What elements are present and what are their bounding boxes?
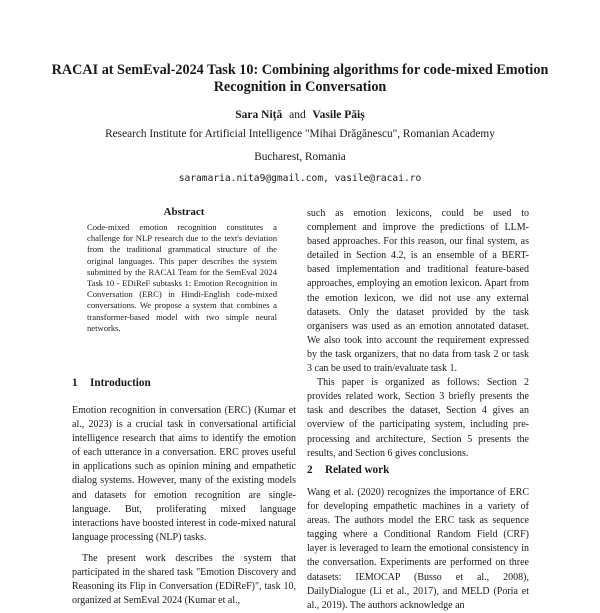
section-number: 2 <box>307 464 313 476</box>
author-emails: saramaria.nita9@gmail.com, vasile@racai.ro <box>178 173 422 184</box>
right-column-body <box>307 207 529 461</box>
paper-title: RACAI at SemEval-2024 Task 10: Combining algorithms for code-mixed Emotion Recognition in Conversation <box>51 62 549 95</box>
author-separator: and <box>289 109 306 121</box>
paragraph: such as emotion lexicons, could be used to complement and improve the predictions of LLM-based approaches. For this reason, our final system, as detailed in Section 4.2, is an ensemble of a BERT-based implementation and traditional feature-based approaches, employing an emotion lexicon. Apart from the emotion lexicon, we did not use any external datasets. Only the dataset provided by the task organisers was used as an emotion annotated dataset. We also took into account the requirement expressed by the task organizers, that no data from task 2 or task 3 can be used to train/evaluate task 1. <box>307 208 529 375</box>
section-title: Related work <box>325 464 390 476</box>
paragraph: Emotion recognition in conversation (ERC) (Kumar et al., 2023) is a crucial task in conversational artificial intelligence research that aims to identify the emotion of each utterance in a conversation. ERC proves useful in applications such as opinion mining and empathetic dialog systems. However, many of the existing models and datasets for emotion recognition are single-language. But, proliferating mixed language interactions have boosted interest in code-mixed natural language processing (NLP) tasks. <box>72 405 296 543</box>
left-column-body <box>72 404 296 608</box>
location: Bucharest, Romania <box>254 151 346 163</box>
author-name: Vasile Păiș <box>312 109 365 121</box>
section-heading-introduction <box>72 377 151 389</box>
abstract-text: Code-mixed emotion recognition constitutes a challenge for NLP research due to the text's deviation from the traditional grammatical structure of the original languages. This paper describes the system submitted by the RACAI Team for the SemEval 2024 Task 10 - EDiReF subtasks 1: Emotion Recognition in Conversation (ERC) in Hindi-English code-mixed conversations. We propose a system that combines a transformer-based model with two simple neural networks. <box>87 222 277 333</box>
right-column-related-body <box>307 486 529 613</box>
section-title: Introduction <box>90 377 151 389</box>
affiliation: Research Institute for Artificial Intelligence "Mihai Drăgănescu", Romanian Academy <box>105 128 495 140</box>
paragraph: This paper is organized as follows: Section 2 provides related work, Section 3 briefly presents the task and describes the dataset, Section 4 gives an overview of the participating system, including pre-processing and architecture, Section 5 presents the results, and Section 6 gives conclusions. <box>307 377 529 459</box>
section-number: 1 <box>72 377 78 389</box>
paragraph: The present work describes the system that participated in the shared task "Emotion Discovery and Reasoning its Flip in Conversation (EDiReF)", task 10, organized at SemEval 2024 (Kumar et al., <box>72 552 296 607</box>
paragraph: Wang et al. (2020) recognizes the importance of ERC for developing empathetic machines in a variety of areas. The authors model the ERC task as sequence tagging where a Conditional Random Field (CRF) layer is leveraged to learn the emotional consistency in the conversation. Experiments are performed on three datasets: IEMOCAP (Busso et al., 2008), DailyDialogue (Li et al., 2017), and MELD (Poria et al., 2019). The authors acknowledge an <box>307 487 529 611</box>
section-heading-related-work <box>307 464 389 476</box>
author-line <box>0 109 600 121</box>
abstract-heading: Abstract <box>163 206 205 218</box>
author-name: Sara Niță <box>235 109 283 121</box>
